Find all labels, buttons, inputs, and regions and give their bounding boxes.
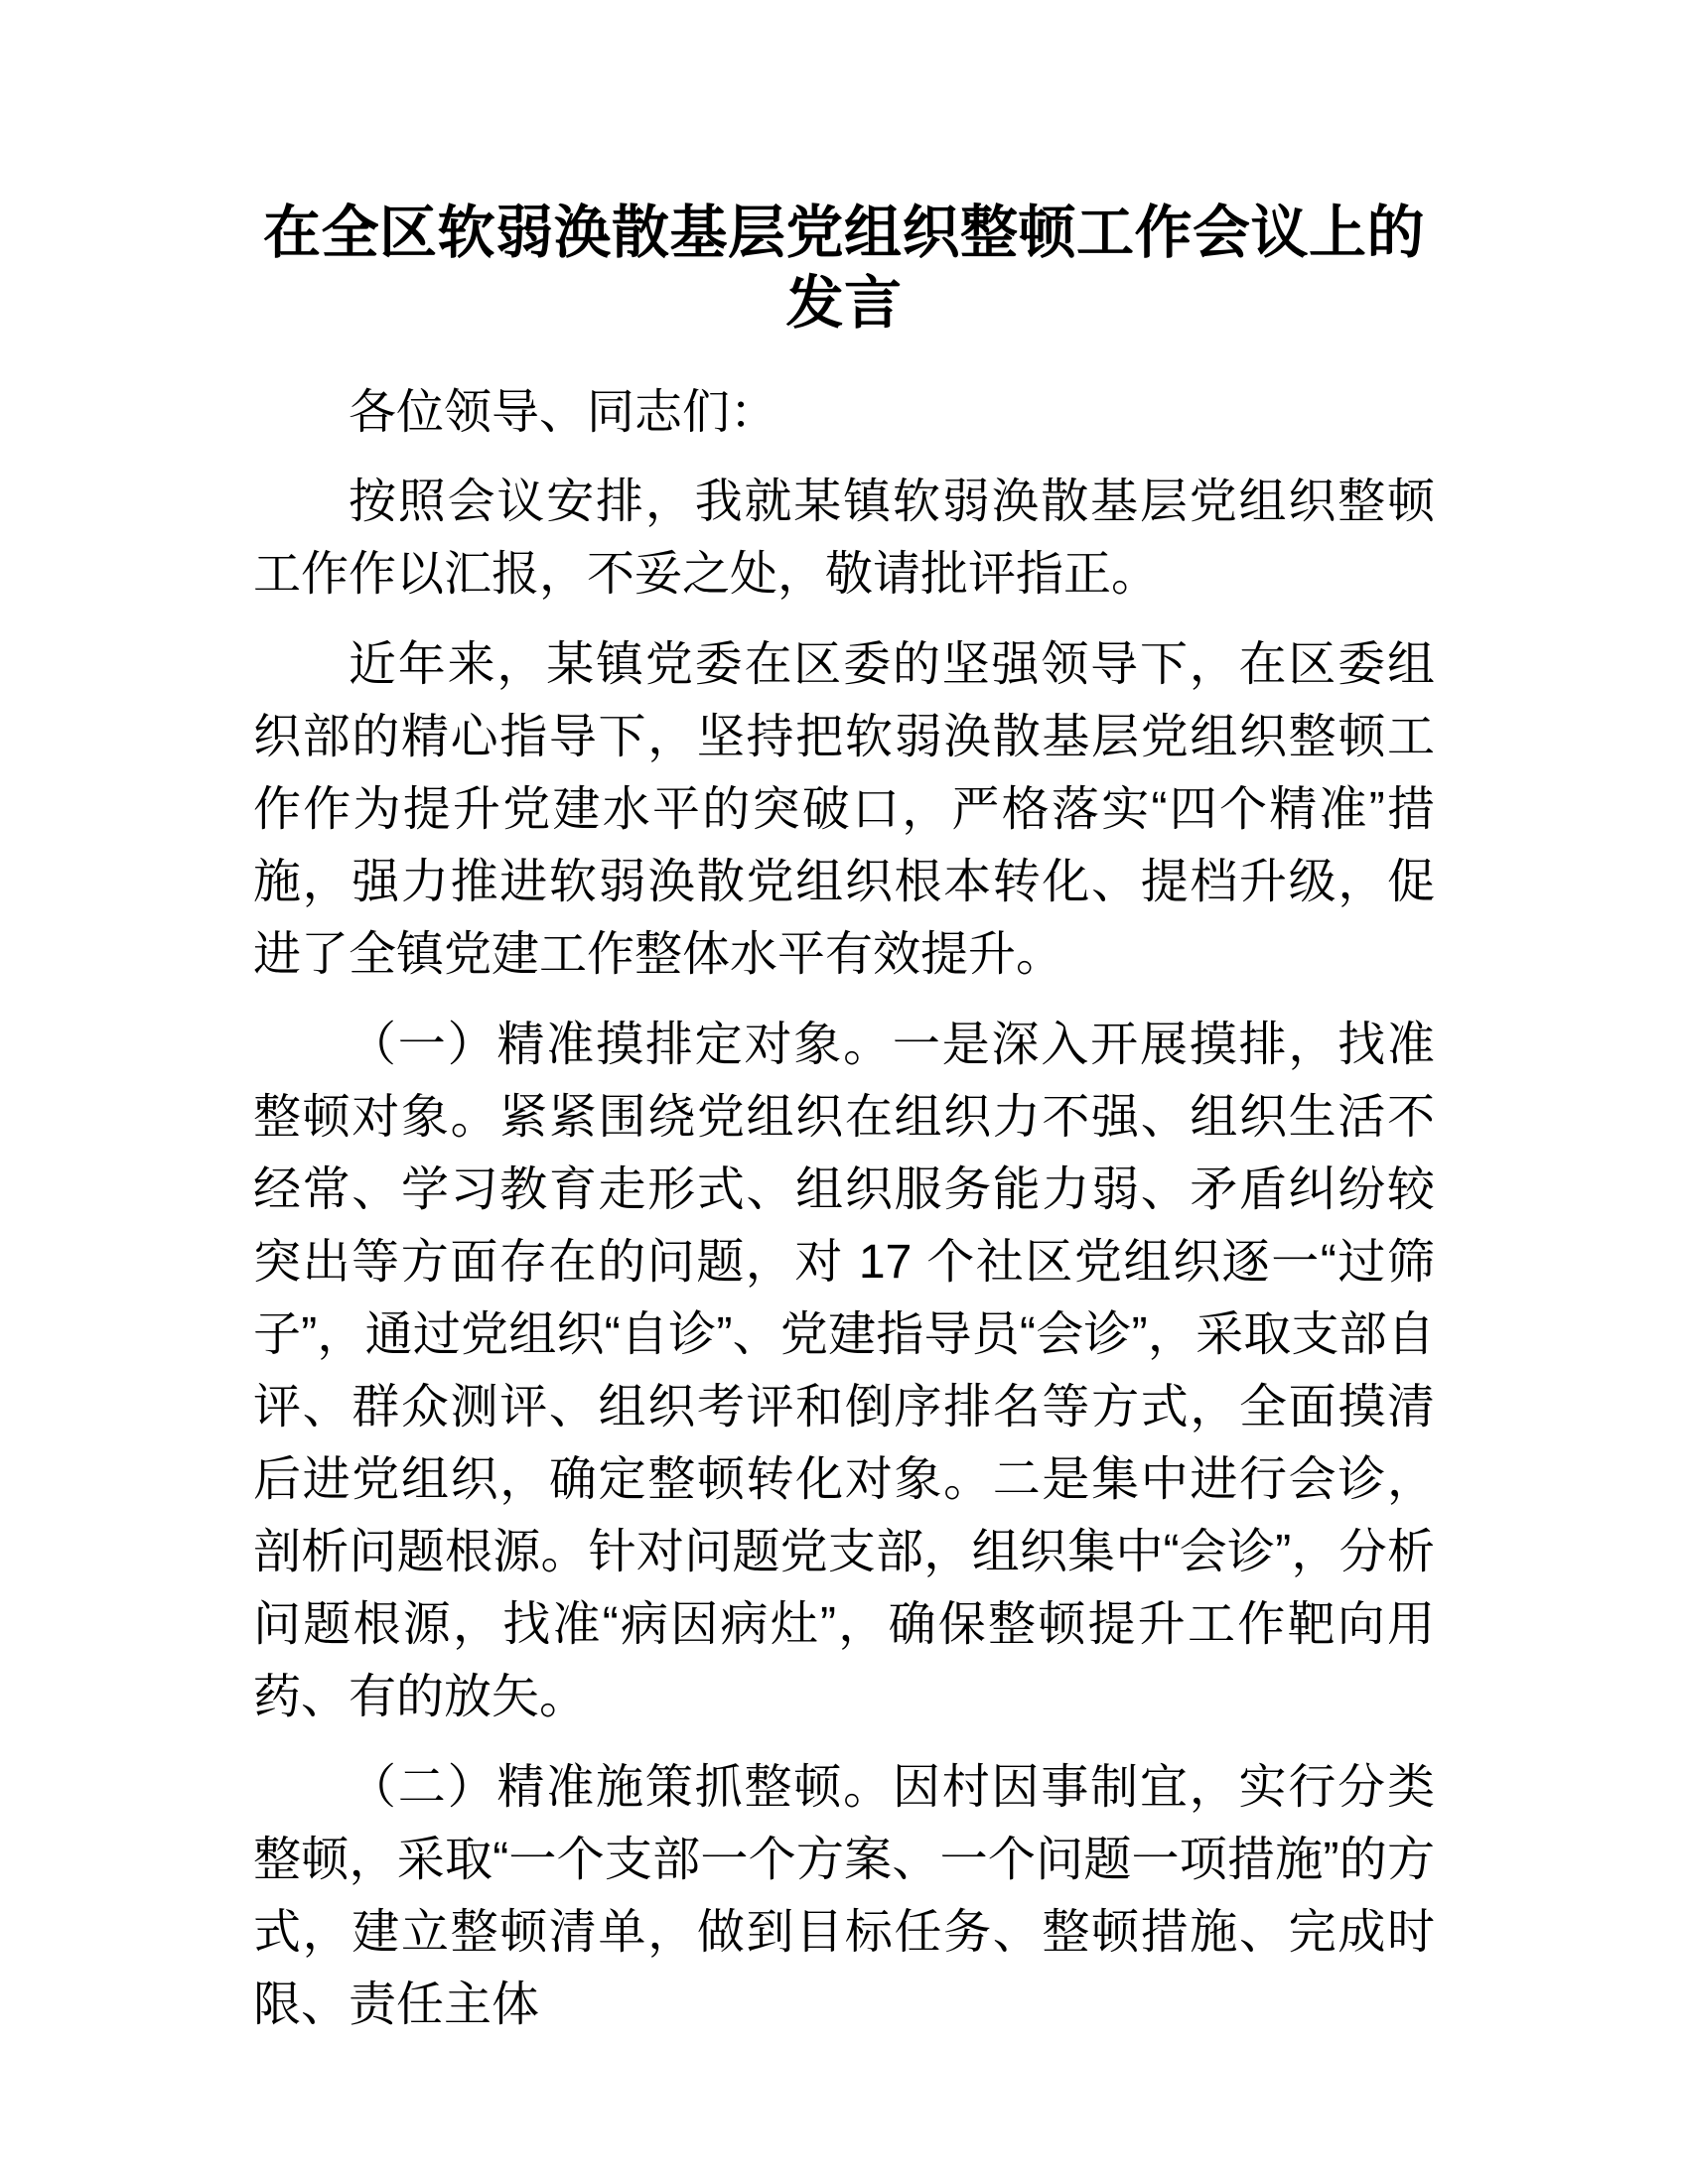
paragraph-intro: 按照会议安排，我就某镇软弱涣散基层党组织整顿工作作以汇报，不妥之处，敬请批评指正。 [253,476,1435,602]
paragraph-background: 近年来，某镇党委在区委的坚强领导下，在区委组织部的精心指导下，坚持把软弱涣散基层党组织整顿工作作为提升党建水平的突破口，严格落实“四个精准”措施，强力推进软弱涣散党组织根本转化、提档升级，促进了全镇党建工作整体水平有效提升。 [253,638,1435,982]
paragraph-section-one: （一）精准摸排定对象。一是深入开展摸排，找准整顿对象。紧紧围绕党组织在组织力不强、组织生活不经常、学习教育走形式、组织服务能力弱、矛盾纠纷较突出等方面存在的问题，对 17 个社区党组织逐一“过筛子”，通过党组织“自诊”、党建指导员“会诊”，采取支部自评、群众测评、组织考评和倒序排名等方式，全面摸清后进党组织，确定整顿转化对象。二是集中进行会诊，剖析问题根源。针对问题党支部，组织集中“会诊”，分析问题根源，找准“病因病灶”，确保整顿提升工作靶向用药、有的放矢。 [253,1019,1435,1723]
paragraph-section-two: （二）精准施策抓整顿。因村因事制宜，实行分类整顿，采取“一个支部一个方案、一个问题一项措施”的方式，建立整顿清单，做到目标任务、整顿措施、完成时限、责任主体 [253,1760,1435,2031]
document-content-column [253,0,1435,2041]
document-title: 在全区软弱涣散基层党组织整顿工作会议上的发言 [262,201,1425,336]
paragraph-salutation: 各位领导、同志们： [349,385,778,439]
document-body [253,377,1435,2042]
